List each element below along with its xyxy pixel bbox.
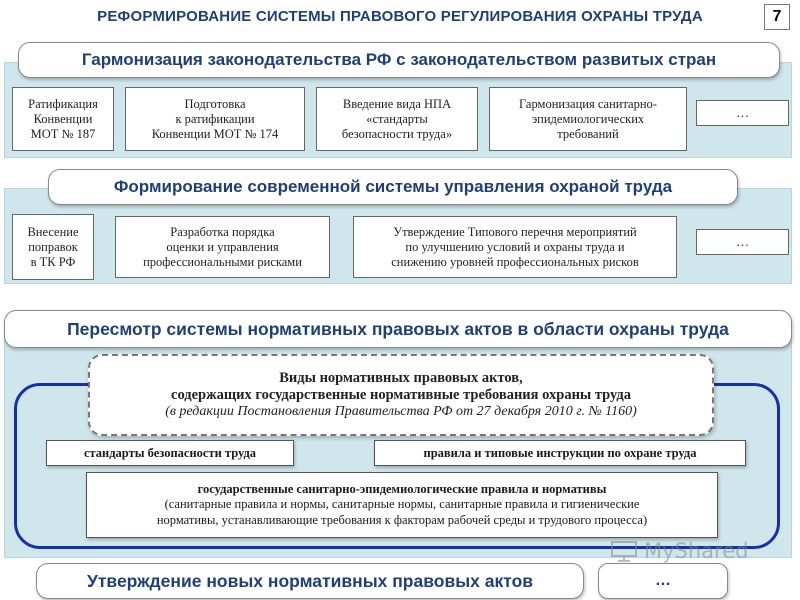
page-number: 7	[764, 4, 790, 30]
item-line: профессиональными рисками	[143, 254, 302, 269]
item-line: Гармонизация санитарно-	[519, 96, 657, 111]
item-line: Утверждение Типового перечня мероприятий	[393, 224, 637, 239]
watermark-text: MyShared	[644, 539, 749, 563]
item-harmonization	[489, 87, 687, 151]
npa-types-panel	[88, 354, 714, 436]
section1-title: Гармонизация законодательства РФ с законодательством развитых стран	[18, 42, 780, 78]
item-line: Разработка порядка	[170, 224, 275, 239]
item-line: «стандарты	[366, 111, 428, 126]
section3-title: Пересмотр системы нормативных правовых актов в области охраны труда	[4, 310, 792, 348]
item-line: в ТК РФ	[30, 254, 76, 269]
item-ellipsis	[696, 100, 789, 126]
item-line: поправок	[28, 239, 78, 254]
panel-line: содержащих государственные нормативные требования охраны труда	[171, 387, 631, 403]
item-line: Конвенции	[33, 111, 93, 126]
item-line: Конвенции МОТ № 174	[151, 126, 279, 141]
item-npa-type	[316, 87, 478, 151]
section2-title: Формирование современной системы управления охраной труда	[48, 169, 738, 205]
item-line: Ратификация	[28, 96, 98, 111]
item-line: по улучшению условий и охраны труда и	[405, 239, 625, 254]
section4-ellipsis: …	[598, 563, 728, 599]
sanitary-rules-title: государственные санитарно-эпидемиологические правила и нормативы	[197, 481, 607, 496]
item-preparation	[125, 87, 305, 151]
item-line: эпидемиологических	[531, 111, 645, 126]
item-ellipsis	[696, 229, 789, 255]
panel-subtitle: (в редакции Постановления Правительства РФ от 27 декабря 2010 г. № 1160)	[165, 404, 637, 419]
ellipsis-text: …	[736, 234, 749, 250]
item-line: безопасности труда»	[341, 126, 453, 141]
sanitary-rules-line: (санитарные правила и нормы, санитарные нормы, санитарные правила и гигиенические	[164, 497, 640, 512]
panel-line: Виды нормативных правовых актов,	[279, 370, 523, 386]
item-line: Подготовка	[184, 96, 246, 111]
sanitary-rules-box	[86, 472, 718, 538]
item-line: снижению уровней профессиональных рисков	[391, 254, 639, 269]
item-risk-management	[115, 216, 330, 278]
item-line: МОТ № 187	[30, 126, 96, 141]
section4-title: Утверждение новых нормативных правовых актов	[36, 563, 584, 599]
ellipsis-text: …	[736, 105, 749, 121]
presentation-icon	[610, 540, 640, 562]
sanitary-rules-line: нормативы, устанавливающие требования к факторам рабочей среды и трудового процесса)	[156, 512, 648, 527]
item-ratification	[12, 87, 114, 151]
safety-standards-box: стандарты безопасности труда	[46, 440, 294, 466]
item-line: к ратификации	[175, 111, 255, 126]
item-line: Введение вида НПА	[342, 96, 452, 111]
slide-title: РЕФОРМИРОВАНИЕ СИСТЕМЫ ПРАВОВОГО РЕГУЛИРОВАНИЯ ОХРАНЫ ТРУДА	[97, 8, 703, 25]
item-typical-list	[353, 216, 677, 278]
watermark	[610, 536, 780, 566]
item-line: требований	[557, 126, 619, 141]
item-amendments	[12, 214, 94, 280]
item-line: оценки и управления	[166, 239, 279, 254]
rules-instructions-box: правила и типовые инструкции по охране труда	[374, 440, 746, 466]
item-line: Внесение	[27, 224, 79, 239]
